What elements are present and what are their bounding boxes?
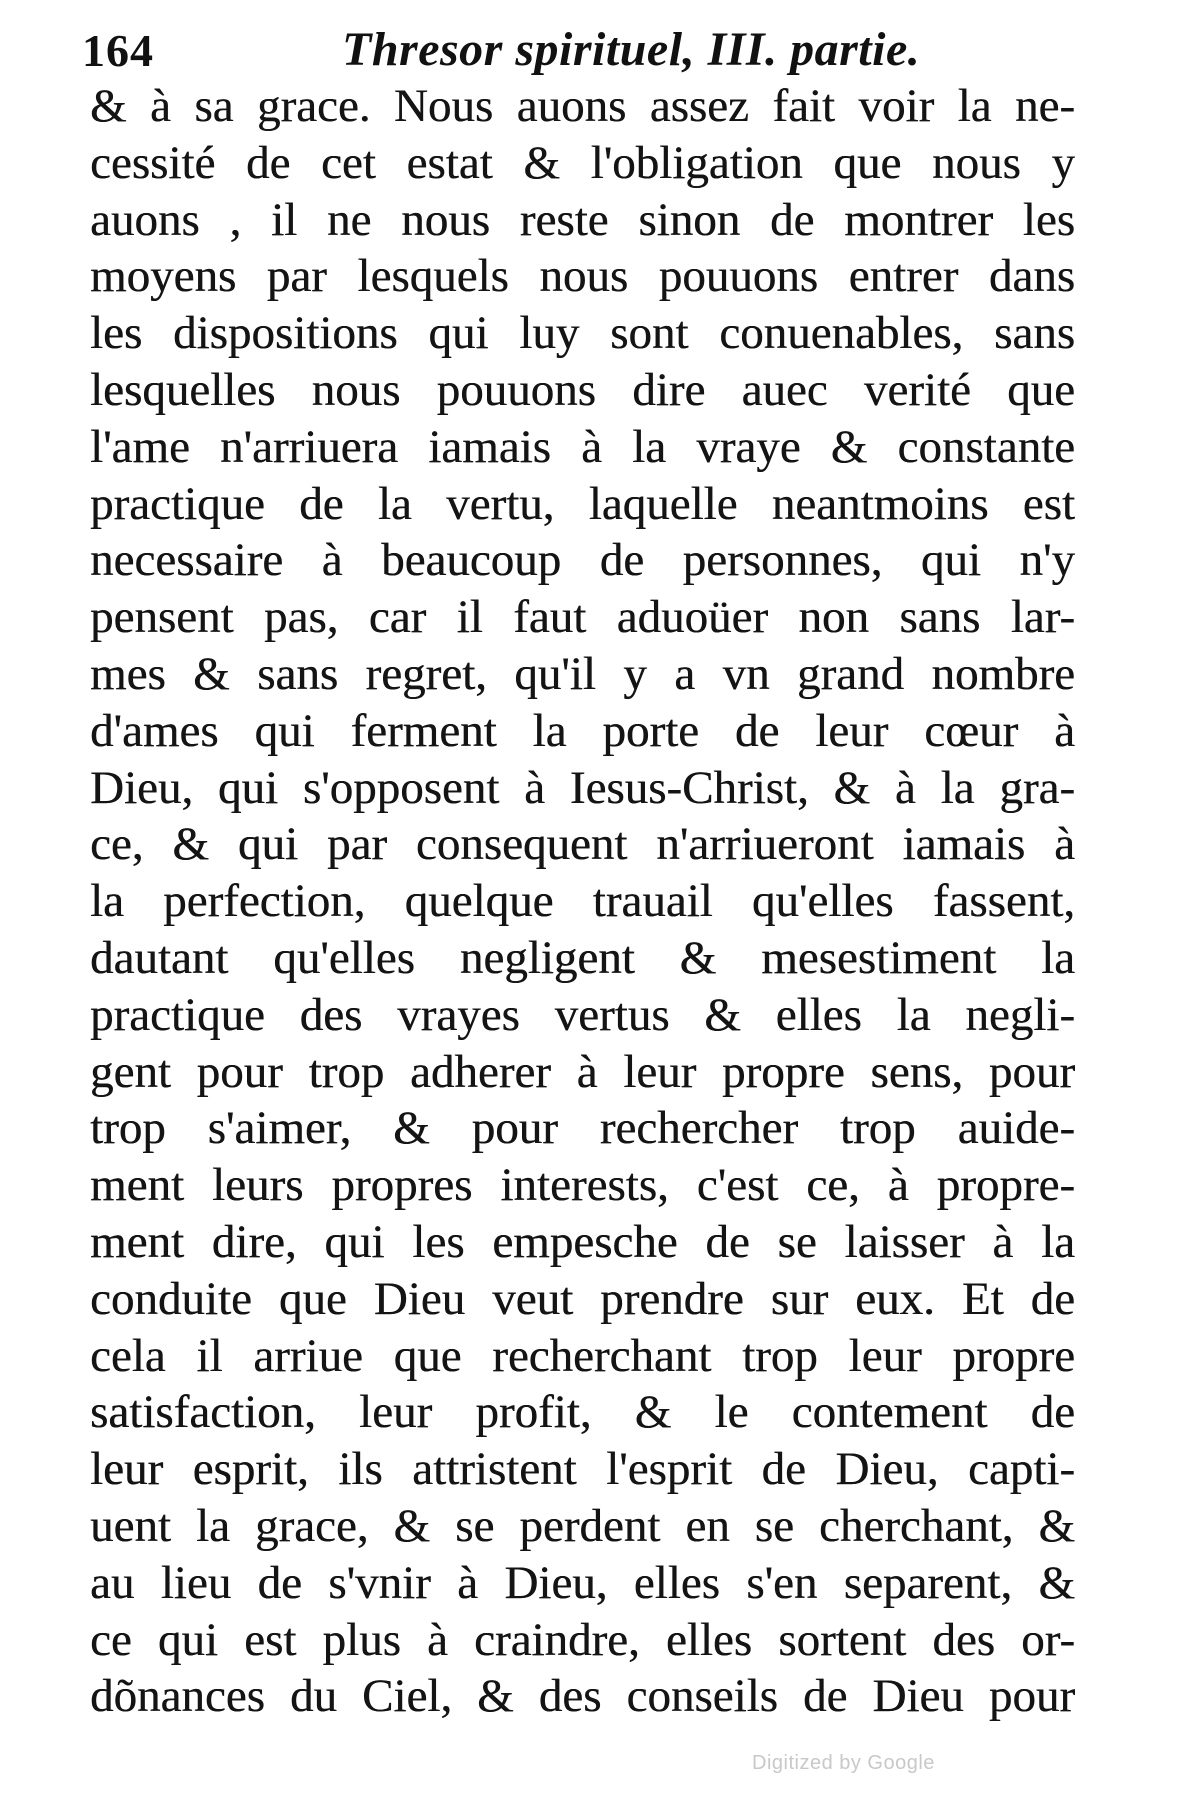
digitization-watermark: Digitized by Google — [752, 1752, 935, 1774]
text-line: necessaire à beaucoup de personnes, qui n'y — [90, 534, 1075, 587]
text-line: cela il arriue que recherchant trop leur propre — [90, 1329, 1075, 1382]
text-line: Dieu, qui s'opposent à Iesus-Christ, & à la gra- — [90, 761, 1075, 814]
text-line: uent la grace, & se perdent en se cherchant, & — [90, 1499, 1075, 1552]
text-line: pensent pas, car il faut aduoüer non sans lar- — [90, 591, 1075, 644]
text-line: leur esprit, ils attristent l'esprit de Dieu, capti- — [90, 1443, 1075, 1496]
text-line: ce qui est plus à craindre, elles sortent des or- — [90, 1613, 1075, 1666]
text-line: l'ame n'arriuera iamais à la vraye & constante — [90, 420, 1075, 473]
text-line: trop s'aimer, & pour rechercher trop auide- — [90, 1102, 1075, 1155]
text-line: la perfection, quelque trauail qu'elles fassent, — [90, 875, 1075, 928]
text-line: moyens par lesquels nous pouuons entrer dans — [90, 250, 1075, 303]
text-line: practique des vrayes vertus & elles la negli- — [90, 988, 1075, 1041]
text-line: au lieu de s'vnir à Dieu, elles s'en separent, & — [90, 1556, 1075, 1609]
text-line: les dispositions qui luy sont conuenables, sans — [90, 307, 1075, 360]
text-line: mes & sans regret, qu'il y a vn grand nombre — [90, 647, 1075, 700]
page-number: 164 — [82, 25, 154, 76]
running-title: Thresor spirituel, III. partie. — [342, 23, 921, 76]
text-line: gent pour trop adherer à leur propre sens, pour — [90, 1045, 1075, 1098]
text-line: satisfaction, leur profit, & le contement de — [90, 1386, 1075, 1439]
text-line: dõnances du Ciel, & des conseils de Dieu pour — [90, 1670, 1075, 1723]
text-line: d'ames qui ferment la porte de leur cœur à — [90, 704, 1075, 757]
text-line: ment dire, qui les empesche de se laisser à la — [90, 1215, 1075, 1268]
text-line: dautant qu'elles negligent & mesestiment la — [90, 931, 1075, 984]
text-line: lesquelles nous pouuons dire auec verité que — [90, 363, 1075, 416]
text-line: cessité de cet estat & l'obligation que nous y — [90, 136, 1075, 189]
text-line: ment leurs propres interests, c'est ce, à propre- — [90, 1159, 1075, 1212]
body-text — [90, 78, 1075, 1725]
text-line: conduite que Dieu veut prendre sur eux. Et de — [90, 1272, 1075, 1325]
page-header — [82, 14, 1067, 86]
text-line: ce, & qui par consequent n'arriueront iamais à — [90, 818, 1075, 871]
text-line: & à sa grace. Nous auons assez fait voir la ne- — [90, 80, 1075, 132]
text-line: auons , il ne nous reste sinon de montrer les — [90, 193, 1075, 246]
text-line: practique de la vertu, laquelle neantmoins est — [90, 477, 1075, 530]
